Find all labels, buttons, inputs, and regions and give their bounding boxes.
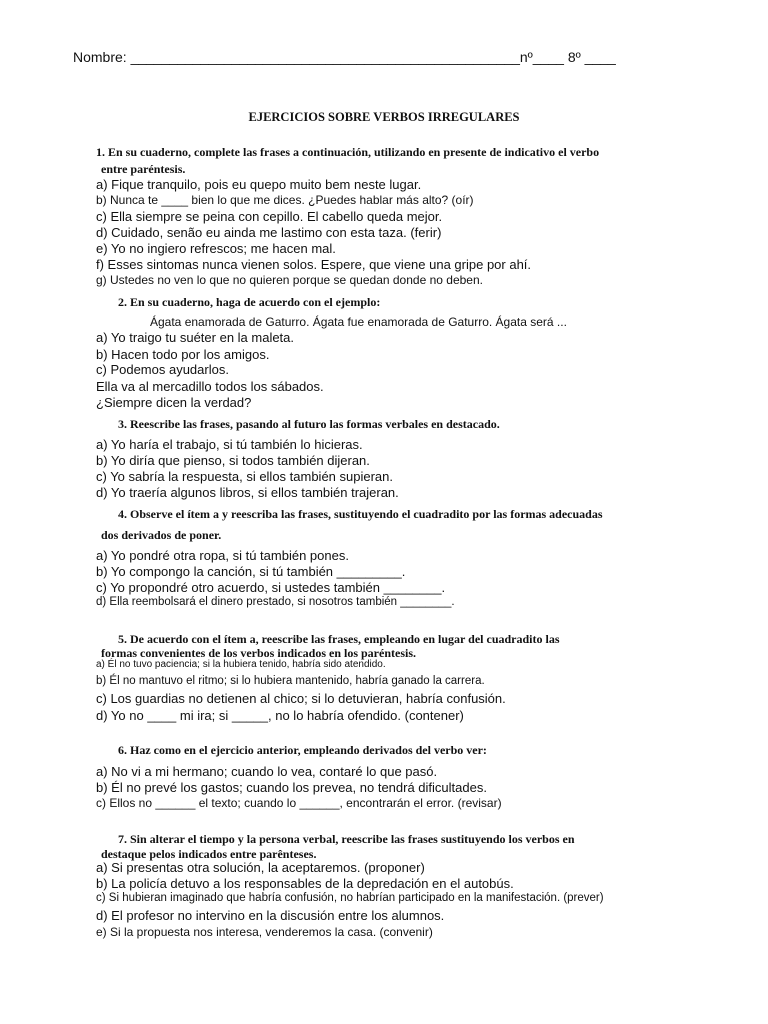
exercise-1-item-b: b) Nunca te ____ bien lo que me dices. ¿Puedes hablar más alto? (oír): [96, 193, 474, 207]
exercise-2-example: Ágata enamorada de Gaturro. Ágata fue enamorada de Gaturro. Ágata será ...: [150, 315, 567, 329]
exercise-4-item-d: d) Ella reembolsará el dinero prestado, si nosotros también ________.: [96, 596, 455, 608]
exercise-5-item-b: b) Él no mantuvo el ritmo; si lo hubiera mantenido, habría ganado la carrera.: [96, 675, 485, 687]
exercise-1-item-f: f) Esses sintomas nunca vienen solos. Espere, que viene una gripe por ahí.: [96, 257, 532, 272]
exercise-6-item-b: b) Él no prevé los gastos; cuando los prevea, no tendrá dificultades.: [96, 780, 487, 795]
exercise-5-item-d: d) Yo no ____ mi ira; si _____, no lo habría ofendido. (contener): [96, 708, 464, 723]
exercise-7-heading-cont: destaque pelos indicados entre parênteses.: [101, 847, 317, 861]
exercise-7-item-e: e) Si la propuesta nos interesa, venderemos la casa. (convenir): [96, 925, 433, 939]
exercise-7-item-b: b) La policía detuvo a los responsables de la depredación en el autobús.: [96, 876, 514, 891]
exercise-5-heading-cont: formas convenientes de los verbos indicados en los paréntesis.: [101, 646, 416, 660]
exercise-1-item-e: e) Yo no ingiero refrescos; me hacen mal.: [96, 241, 336, 256]
exercise-2-item-e: ¿Siempre dicen la verdad?: [96, 395, 252, 410]
exercise-6-item-c: c) Ellos no ______ el texto; cuando lo ______, encontrarán el error. (revisar): [96, 796, 502, 810]
exercise-3-item-d: d) Yo traería algunos libros, si ellos también trajeran.: [96, 485, 399, 500]
exercise-1-item-d: d) Cuidado, senão eu ainda me lastimo con esta taza. (ferir): [96, 225, 442, 240]
exercise-5-item-a: a) Él no tuvo paciencia; si la hubiera tenido, habría sido atendido.: [96, 659, 386, 670]
exercise-7-heading: 7. Sin alterar el tiempo y la persona verbal, reescribe las frases sustituyendo los verbos en: [118, 832, 575, 846]
exercise-5-item-c: c) Los guardias no detienen al chico; si lo detuvieran, habría confusión.: [96, 691, 506, 706]
exercise-7-item-d: d) El profesor no intervino en la discusión entre los alumnos.: [96, 908, 445, 923]
exercise-1-heading-cont: entre paréntesis.: [101, 162, 186, 176]
exercise-7-item-a: a) Si presentas otra solución, la aceptaremos. (proponer): [96, 860, 425, 875]
exercise-2-item-d: Ella va al mercadillo todos los sábados.: [96, 379, 324, 394]
exercise-3-item-a: a) Yo haría el trabajo, si tú también lo hicieras.: [96, 437, 363, 452]
exercise-2-heading: 2. En su cuaderno, haga de acuerdo con el ejemplo:: [118, 295, 381, 309]
exercise-3-item-c: c) Yo sabría la respuesta, si ellos también supieran.: [96, 469, 394, 484]
exercise-7-item-c: c) Si hubieran imaginado que habría confusión, no habrían participado en la manifestación. (prever): [96, 892, 604, 904]
name-line: Nombre: __________________________________________________nº____ 8º ____: [73, 49, 616, 65]
exercise-1-heading: 1. En su cuaderno, complete las frases a continuación, utilizando en presente de indicativo el verbo: [96, 145, 600, 159]
page-title: EJERCICIOS SOBRE VERBOS IRREGULARES: [248, 110, 520, 124]
exercise-4-item-a: a) Yo pondré otra ropa, si tú también pones.: [96, 548, 349, 563]
exercise-2-item-c: c) Podemos ayudarlos.: [96, 362, 229, 377]
exercise-4-heading: 4. Observe el ítem a y reescriba las frases, sustituyendo el cuadradito por las formas adecuadas: [118, 507, 603, 521]
exercise-1-item-g: g) Ustedes no ven lo que no quieren porque se quedan donde no deben.: [96, 273, 483, 287]
exercise-1-item-c: c) Ella siempre se peina con cepillo. El cabello queda mejor.: [96, 209, 443, 224]
exercise-4-item-c: c) Yo propondré otro acuerdo, si ustedes también ________.: [96, 580, 446, 595]
exercise-5-heading: 5. De acuerdo con el ítem a, reescribe las frases, empleando en lugar del cuadradito las: [118, 632, 560, 646]
exercise-2-item-a: a) Yo traigo tu suéter en la maleta.: [96, 330, 295, 345]
exercise-2-item-b: b) Hacen todo por los amigos.: [96, 347, 270, 362]
exercise-3-item-b: b) Yo diría que pienso, si todos también dijeran.: [96, 453, 370, 468]
exercise-4-item-b: b) Yo compongo la canción, si tú también _________.: [96, 564, 406, 579]
exercise-3-heading: 3. Reescribe las frases, pasando al futuro las formas verbales en destacado.: [118, 417, 500, 431]
exercise-6-item-a: a) No vi a mi hermano; cuando lo vea, contaré lo que pasó.: [96, 764, 438, 779]
exercise-4-heading-cont: dos derivados de poner.: [101, 528, 222, 542]
exercise-6-heading: 6. Haz como en el ejercicio anterior, empleando derivados del verbo ver:: [118, 743, 487, 757]
exercise-1-item-a: a) Fique tranquilo, pois eu quepo muito bem neste lugar.: [96, 177, 422, 192]
